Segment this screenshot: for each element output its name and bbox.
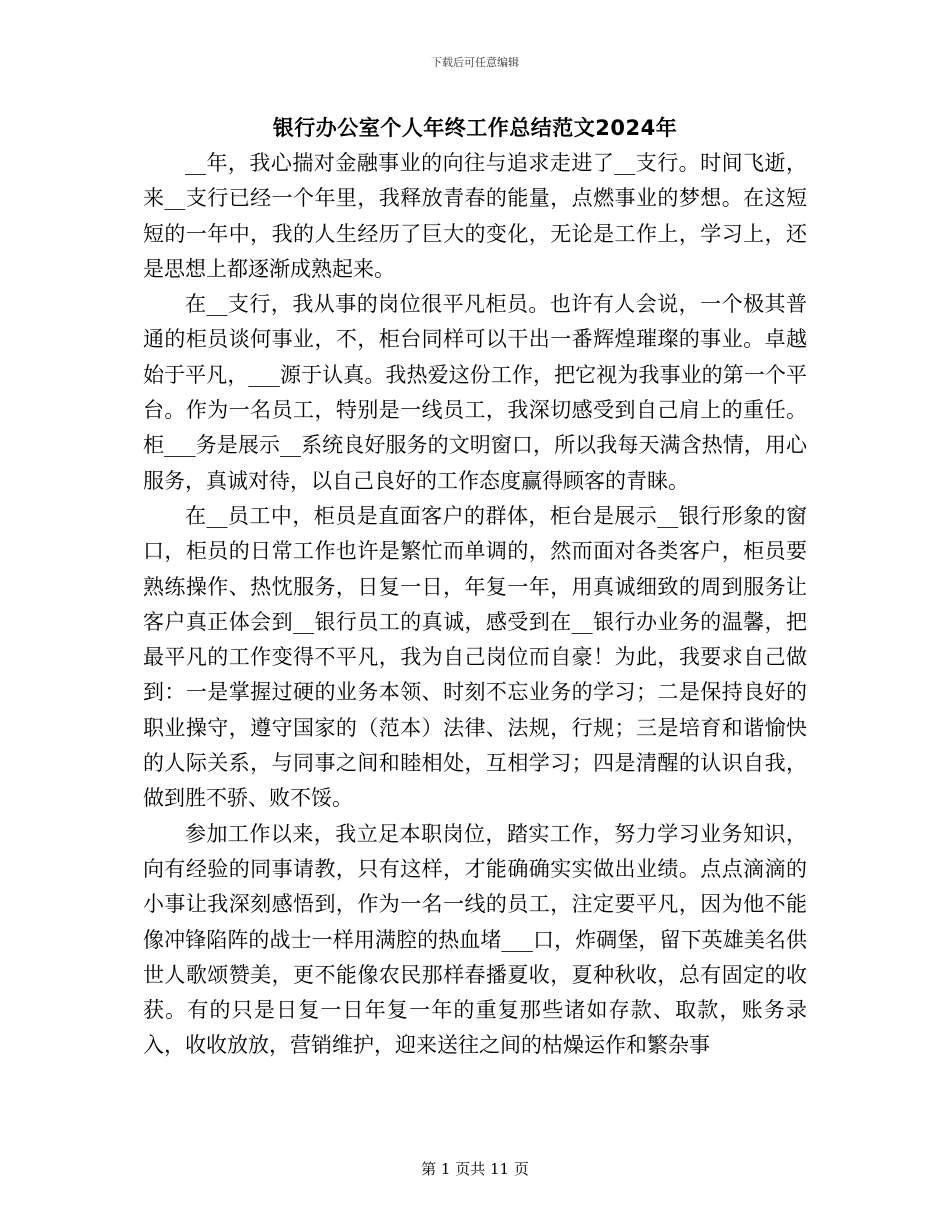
document-body (143, 146, 807, 1064)
paragraph-4: 参加工作以来，我立足本职岗位，踏实工作，努力学习业务知识，向有经验的同事请教，只有这样，才能确确实实做出业绩。点点滴滴的小事让我深刻感悟到，作为一名一线的员工，注定要平凡，因为他不能像冲锋陷阵的战士一样用满腔的热血堵___口，炸碉堡，留下英雄美名供世人歌颂赞美，更不能像农民那样春播夏收，夏种秋收，总有固定的收获。有的只是日复一日年复一年的重复那些诸如存款、取款，账务录入，收收放放，营销维护，迎来送往之间的枯燥运作和繁杂事 (143, 821, 807, 1058)
page-header: 下载后可任意编辑 (431, 56, 519, 69)
document-title: 银行办公室个人年终工作总结范文2024年 (272, 116, 678, 140)
page-footer: 第 1 页共 11 页 (421, 1160, 529, 1178)
paragraph-1: __年，我心揣对金融事业的向往与追求走进了__支行。时间飞逝，来__支行已经一个年里，我释放青春的能量，点燃事业的梦想。在这短短的一年中，我的人生经历了巨大的变化，无论是工作上，学习上，还是思想上都逐渐成熟起来。 (143, 151, 807, 281)
paragraph-3: 在__员工中，柜员是直面客户的群体，柜台是展示__银行形象的窗口，柜员的日常工作也许是繁忙而单调的，然而面对各类客户，柜员要熟练操作、热忱服务，日复一日，年复一年，用真诚细致的周到服务让客户真正体会到__银行员工的真诚，感受到在__银行办业务的温馨，把最平凡的工作变得不平凡，我为自己岗位而自豪！为此，我要求自己做到：一是掌握过硬的业务本领、时刻不忘业务的学习；二是保持良好的职业操守，遵守国家的（范本）法律、法规，行规；三是培育和谐愉快的人际关系，与同事之间和睦相处，互相学习；四是清醒的认识自我，做到胜不骄、败不馁。 (143, 503, 807, 811)
paragraph-2: 在__支行，我从事的岗位很平凡柜员。也许有人会说，一个极其普通的柜员谈何事业，不，柜台同样可以干出一番辉煌璀璨的事业。卓越始于平凡，___源于认真。我热爱这份工作，把它视为我事业的第一个平台。作为一名员工，特别是一线员工，我深切感受到自己肩上的重任。柜___务是展示__系统良好服务的文明窗口，所以我每天满含热情，用心服务，真诚对待，以自己良好的工作态度赢得顾客的青睐。 (143, 292, 807, 493)
